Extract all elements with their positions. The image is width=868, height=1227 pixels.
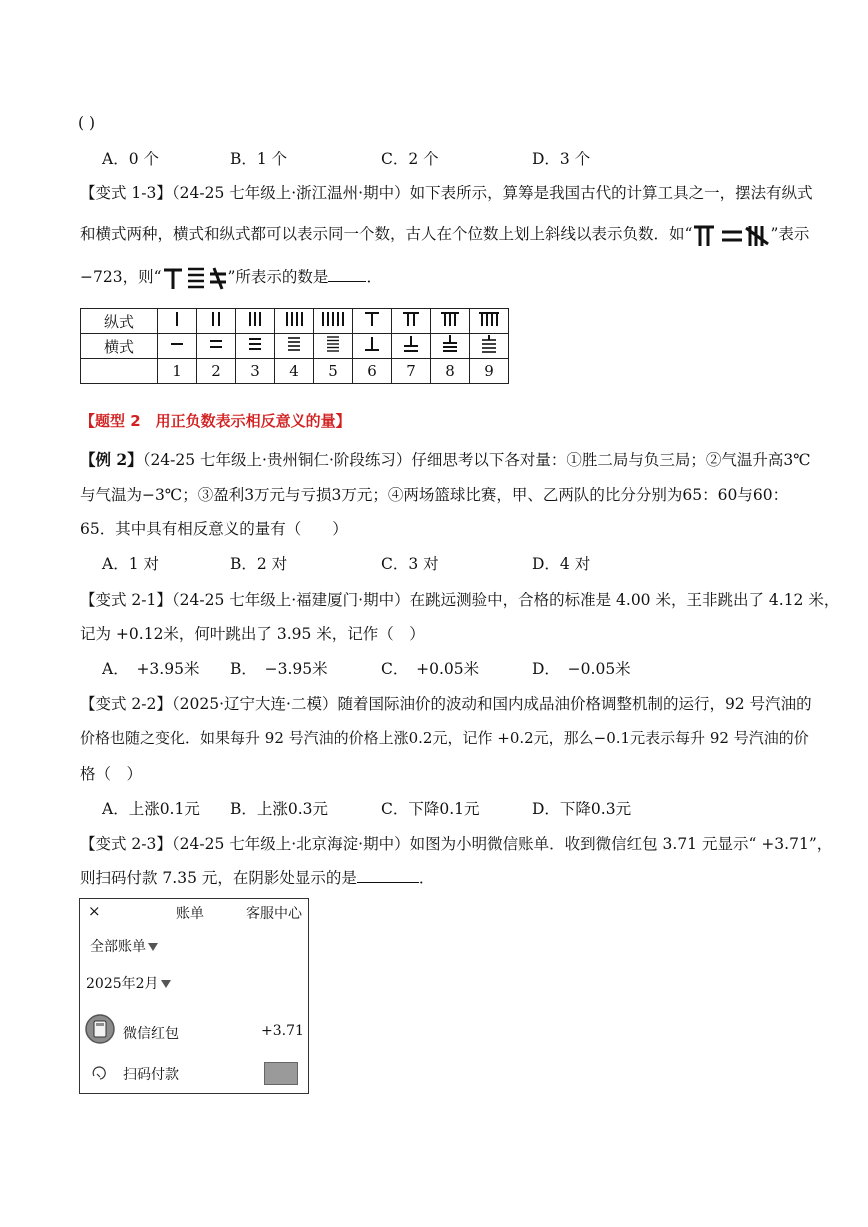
rod-v8-icon bbox=[431, 309, 470, 334]
option-c: C．3 对 bbox=[381, 555, 439, 573]
option-d: D．4 对 bbox=[532, 555, 591, 573]
digit-cell: 3 bbox=[236, 359, 275, 384]
chevron-down-icon bbox=[148, 943, 158, 951]
item-amount-red-packet: +3.71 bbox=[261, 1023, 304, 1039]
v23-text2: 则扫码付款 7.35 元，在阴影处显示的是 bbox=[80, 869, 357, 887]
v23-line2 bbox=[80, 866, 800, 888]
v21-text1: （24-25 七年级上·福建厦门·期中）在跳远测验中，合格的标准是 4.00 米，王非跳出了 4.12 米， bbox=[171, 591, 840, 609]
v23-text1: （24-25 七年级上·北京海淀·期中）如图为小明微信账单．收到微信红包 3.71 元显示“ +3.71”， bbox=[171, 835, 833, 853]
option-c: C．2 个 bbox=[381, 150, 439, 168]
answer-blank bbox=[357, 868, 419, 883]
digit-cell: 5 bbox=[314, 359, 353, 384]
rod-h3-icon bbox=[236, 334, 275, 359]
rod-h7-icon bbox=[392, 334, 431, 359]
rod-v1-icon bbox=[158, 309, 197, 334]
option-c: C．下降0.1元 bbox=[381, 800, 480, 818]
row-label-vertical: 纵式 bbox=[81, 309, 158, 334]
v13-text3b: ”所表示的数是 bbox=[227, 268, 329, 286]
customer-service-link[interactable]: 客服中心 bbox=[246, 906, 302, 922]
v13-text2a: 和横式两种，横式和纵式都可以表示同一个数，古人在个位数上划上斜线以表示负数．如“ bbox=[80, 225, 693, 243]
month-label: 2025年2月 bbox=[86, 976, 159, 992]
v13-text3a: −723，则“ bbox=[80, 268, 162, 286]
digit-cell: 9 bbox=[470, 359, 509, 384]
digit-cell: 6 bbox=[353, 359, 392, 384]
scan-pay-icon bbox=[91, 1065, 107, 1081]
rod-row-vertical bbox=[81, 309, 509, 334]
option-d: D．下降0.3元 bbox=[532, 800, 632, 818]
item-label-red-packet: 微信红包 bbox=[123, 1026, 179, 1042]
digit-cell: 8 bbox=[431, 359, 470, 384]
rod-h4-icon bbox=[275, 334, 314, 359]
option-b: B．上涨0.3元 bbox=[230, 800, 329, 818]
chevron-down-icon bbox=[161, 980, 171, 988]
ex2-line2: 与气温为−3℃；③盈利3万元与亏损3万元；④两场篮球比赛，甲、乙两队的比分分别为65：60与60： bbox=[80, 486, 789, 504]
option-b: B． −3.95米 bbox=[230, 660, 328, 678]
option-a: A．0 个 bbox=[102, 150, 159, 168]
rod-row-digits bbox=[81, 359, 509, 384]
v23-tag: 【变式 2-3】 bbox=[80, 835, 172, 853]
rod-v9-icon bbox=[470, 309, 509, 334]
digit-cell: 2 bbox=[197, 359, 236, 384]
option-d: D．3 个 bbox=[532, 150, 591, 168]
rod-h5-icon bbox=[314, 334, 353, 359]
v23-line1 bbox=[80, 832, 833, 854]
item-label-scan-pay: 扫码付款 bbox=[123, 1067, 179, 1083]
ex2-text1: （24-25 七年级上·贵州铜仁·阶段练习）仔细思考以下各对量：①胜二局与负三局；②气温升高3℃ bbox=[142, 451, 811, 469]
rod-v7-icon bbox=[392, 309, 431, 334]
close-icon[interactable]: × bbox=[88, 902, 101, 920]
v13-line3 bbox=[80, 265, 800, 291]
rod-h8-icon bbox=[431, 334, 470, 359]
v13-source: （24-25 七年级上·浙江温州·期中） bbox=[171, 184, 410, 202]
option-a: A．上涨0.1元 bbox=[102, 800, 200, 818]
rod-v5-icon bbox=[314, 309, 353, 334]
red-packet-icon bbox=[84, 1013, 116, 1045]
option-b: B．1 个 bbox=[230, 150, 288, 168]
ex2-tag: 【例 2】 bbox=[80, 450, 143, 469]
ex2-line1 bbox=[80, 448, 811, 470]
shaded-amount-box bbox=[264, 1062, 298, 1085]
section-heading-type2: 【题型 2 用正负数表示相反意义的量】 bbox=[80, 412, 351, 430]
v13-line1 bbox=[80, 181, 813, 203]
row-label-horizontal: 横式 bbox=[81, 334, 158, 359]
rod-h2-icon bbox=[197, 334, 236, 359]
rod-v2-icon bbox=[197, 309, 236, 334]
rod-numeral-neg723-icon bbox=[692, 222, 770, 248]
v13-text3c: ． bbox=[366, 268, 382, 286]
option-a: A．1 对 bbox=[102, 555, 159, 573]
row-label-empty bbox=[81, 359, 158, 384]
filter-dropdown[interactable] bbox=[90, 936, 158, 956]
digit-cell: 7 bbox=[392, 359, 431, 384]
v21-line2: 记为 +0.12米，何叶跳出了 3.95 米，记作（ ） bbox=[80, 625, 425, 643]
digit-cell: 1 bbox=[158, 359, 197, 384]
v13-line2 bbox=[80, 222, 810, 248]
option-d: D． −0.05米 bbox=[532, 660, 631, 678]
v21-tag: 【变式 2-1】 bbox=[80, 591, 172, 609]
v22-text1: （2025·辽宁大连·二模）随着国际油价的波动和国内成品油价格调整机制的运行，92 号汽油的 bbox=[171, 695, 812, 713]
answer-blank bbox=[328, 267, 366, 282]
rod-v6-icon bbox=[353, 309, 392, 334]
v22-line3: 格（ ） bbox=[80, 765, 143, 783]
ex2-line3: 65．其中具有相反意义的量有（ ） bbox=[80, 520, 348, 538]
option-b: B．2 对 bbox=[230, 555, 288, 573]
bill-title: 账单 bbox=[176, 906, 204, 922]
option-a: A． +3.95米 bbox=[102, 660, 200, 678]
v23-text2-end: ． bbox=[418, 869, 435, 887]
rod-numeral-question-icon bbox=[162, 265, 228, 291]
rod-h6-icon bbox=[353, 334, 392, 359]
rod-v4-icon bbox=[275, 309, 314, 334]
rod-h9-icon bbox=[470, 334, 509, 359]
v13-text2b: ”表示 bbox=[770, 225, 810, 243]
rod-v3-icon bbox=[236, 309, 275, 334]
month-dropdown[interactable] bbox=[86, 973, 171, 993]
digit-cell: 4 bbox=[275, 359, 314, 384]
v13-tag: 【变式 1-3】 bbox=[80, 184, 172, 202]
rod-table bbox=[80, 308, 509, 384]
rod-h1-icon bbox=[158, 334, 197, 359]
answer-paren: ( ) bbox=[78, 114, 96, 132]
option-c: C． +0.05米 bbox=[381, 660, 480, 678]
v22-tag: 【变式 2-2】 bbox=[80, 695, 172, 713]
v13-text: 如下表所示，算筹是我国古代的计算工具之一，摆法有纵式 bbox=[409, 184, 813, 202]
v22-line1 bbox=[80, 692, 812, 714]
v22-line2: 价格也随之变化．如果每升 92 号汽油的价格上涨0.2元，记作 +0.2元，那么−0.1元表示每升 92 号汽油的价 bbox=[80, 729, 809, 747]
wechat-bill-figure bbox=[79, 898, 309, 1094]
rod-row-horizontal bbox=[81, 334, 509, 359]
v21-line1 bbox=[80, 588, 840, 610]
filter-label: 全部账单 bbox=[90, 939, 146, 955]
